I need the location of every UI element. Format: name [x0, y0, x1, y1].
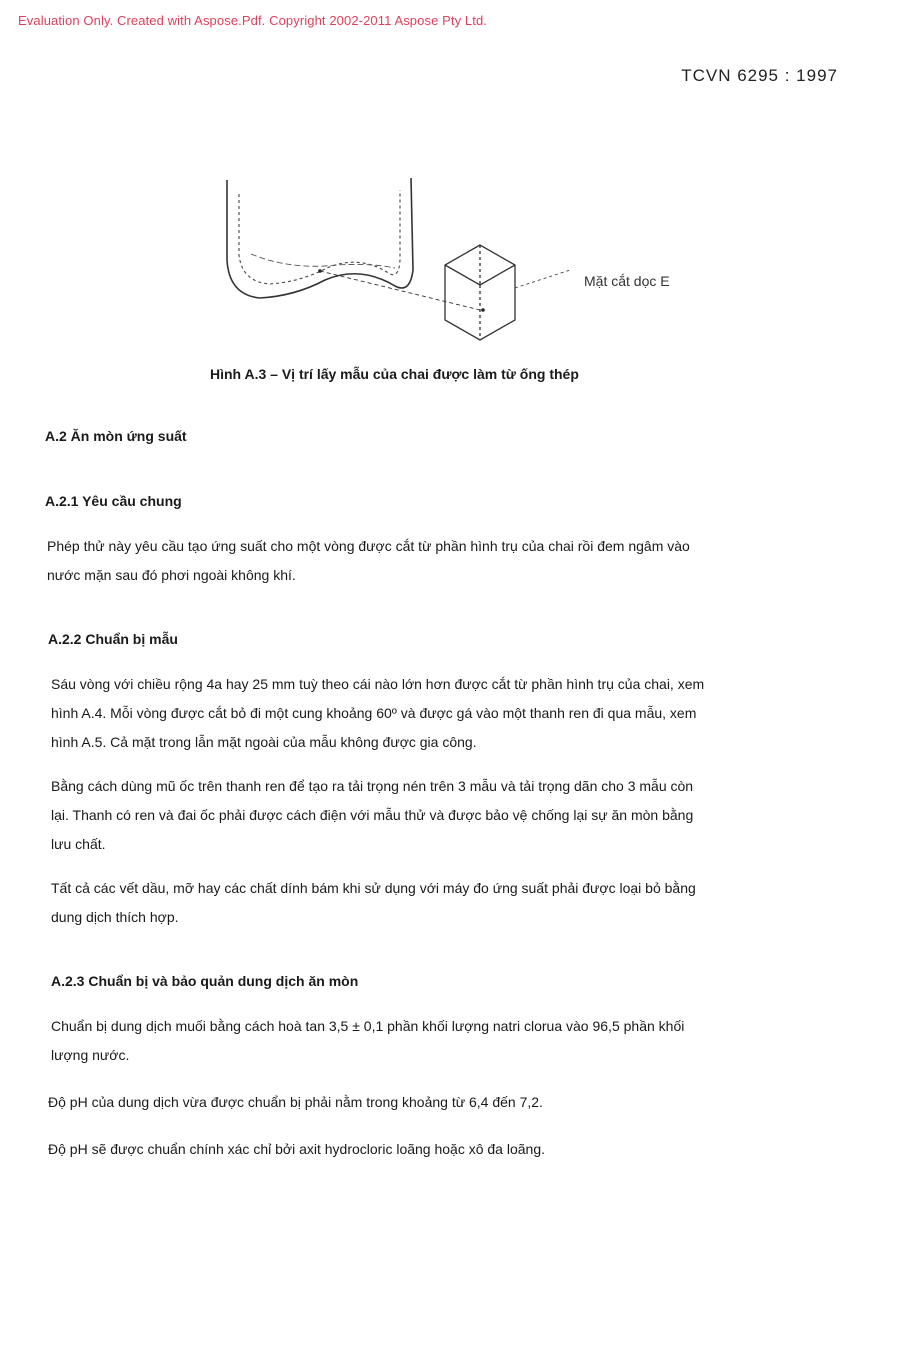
section-a23-title: A.2.3 Chuẩn bị và bảo quản dung dịch ăn mòn: [51, 973, 359, 989]
section-a22-paragraph-1: [51, 670, 851, 757]
section-a23-paragraph-1: [51, 1012, 851, 1070]
section-a21-title: A.2.1 Yêu cầu chung: [45, 493, 182, 509]
text-line: Chuẩn bị dung dịch muối bằng cách hoà tan 3,5 ± 0,1 phần khối lượng natri clorua vào 96,5 phần khối: [51, 1018, 685, 1034]
section-a22-title: A.2.2 Chuẩn bị mẫu: [48, 631, 178, 647]
text-line: lượng nước.: [51, 1047, 130, 1063]
watermark-text: Evaluation Only. Created with Aspose.Pdf. Copyright 2002-2011 Aspose Pty Ltd.: [18, 13, 487, 28]
section-a22-paragraph-3: [51, 874, 851, 932]
section-a21-paragraph: [47, 532, 847, 590]
text-line: lại. Thanh có ren và đai ốc phải được cách điện với mẫu thử và được bảo vệ chống lại sự ăn mòn bằng: [51, 807, 694, 823]
text-line: hình A.5. Cả mặt trong lẫn mặt ngoài của mẫu không được gia công.: [51, 734, 477, 750]
bottle-section-drawing: [215, 170, 715, 350]
section-a2-title: A.2 Ăn mòn ứng suất: [45, 428, 187, 444]
section-a23-paragraph-3: [48, 1135, 848, 1164]
standard-code: TCVN 6295 : 1997: [681, 66, 838, 85]
text-line: Tất cả các vết dầu, mỡ hay các chất dính bám khi sử dụng với máy đo ứng suất phải được loại bỏ bằng: [51, 880, 696, 896]
text-line: nước mặn sau đó phơi ngoài không khí.: [47, 567, 296, 583]
text-line: Phép thử này yêu cầu tạo ứng suất cho một vòng được cắt từ phần hình trụ của chai rồi đem ngâm vào: [47, 538, 690, 554]
text-line: dung dịch thích hợp.: [51, 909, 179, 925]
figure-caption: Hình A.3 – Vị trí lấy mẫu của chai được làm từ ống thép: [210, 366, 579, 382]
text-line: Sáu vòng với chiều rộng 4a hay 25 mm tuỳ theo cái nào lớn hơn được cắt từ phần hình trụ của chai, xem: [51, 676, 705, 692]
text-line: Bằng cách dùng mũ ốc trên thanh ren để tạo ra tải trọng nén trên 3 mẫu và tải trọng dãn cho 3 mẫu còn: [51, 778, 694, 794]
figure-a3: [215, 170, 715, 350]
figure-label: Mặt cắt dọc E: [584, 273, 670, 289]
text-line: Độ pH của dung dịch vừa được chuẩn bị phải nằm trong khoảng từ 6,4 đến 7,2.: [48, 1094, 543, 1110]
text-line: lưu chất.: [51, 836, 106, 852]
section-a23-paragraph-2: [48, 1088, 848, 1117]
section-a22-paragraph-2: [51, 772, 851, 859]
text-line: Độ pH sẽ được chuẩn chính xác chỉ bởi axit hydrocloric loãng hoặc xô đa loãng.: [48, 1141, 546, 1157]
text-line: hình A.4. Mỗi vòng được cắt bỏ đi một cung khoảng 60º và được gá vào một thanh ren đi qua mẫu, xem: [51, 705, 697, 721]
